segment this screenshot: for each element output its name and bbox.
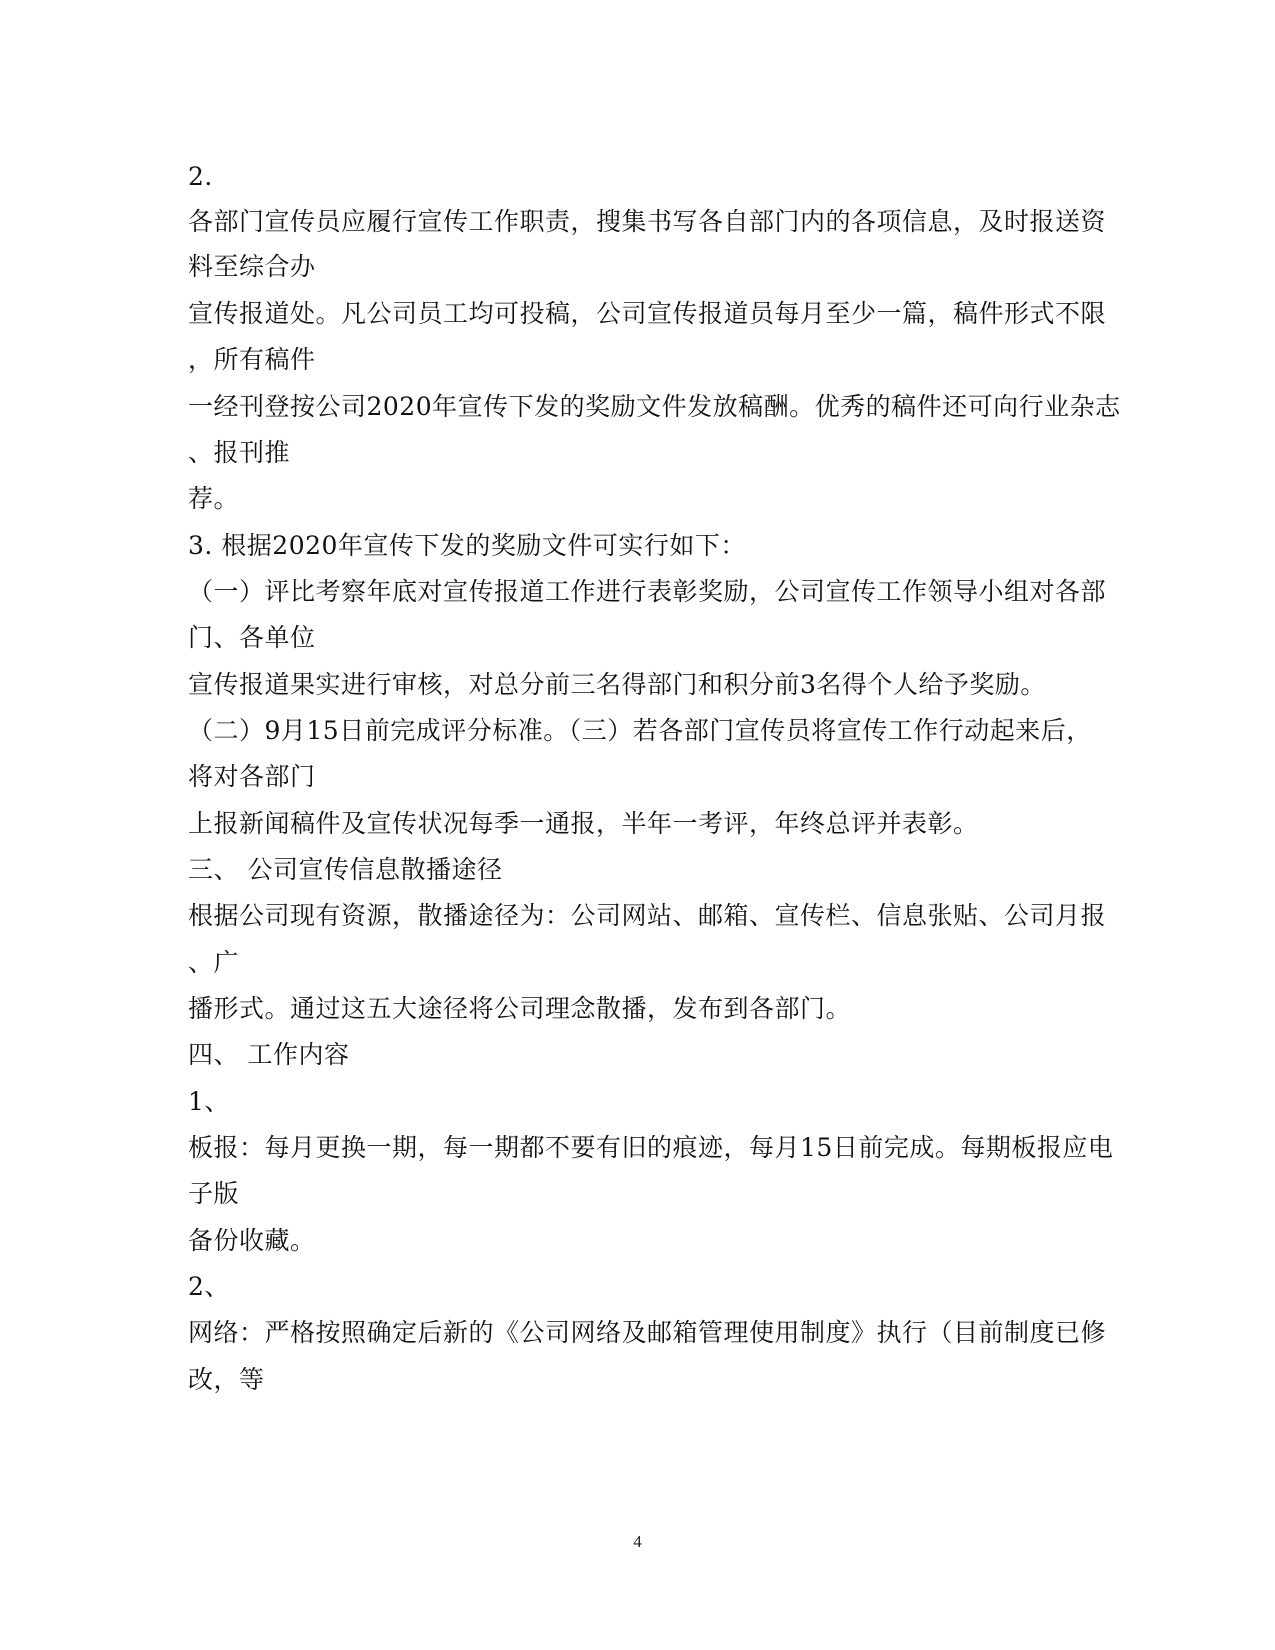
text-line: 根据公司现有资源，散播途径为：公司网站、邮箱、宣传栏、信息张贴、公司月报 xyxy=(188,901,1107,930)
text-line: 将对各部门 xyxy=(188,762,316,791)
text-line: ，所有稿件 xyxy=(188,345,316,374)
text-line: 门、各单位 xyxy=(188,623,316,652)
text-line: （二）9月15日前完成评分标准。（三）若各部门宣传员将宣传工作行动起来后， xyxy=(188,716,1092,745)
text-line: 荐。 xyxy=(188,484,240,513)
text-line: 一经刊登按公司2020年宣传下发的奖励文件发放稿酬。优秀的稿件还可向行业杂志 xyxy=(188,392,1121,421)
page-number: 4 xyxy=(633,1532,642,1551)
section-heading: 三、 公司宣传信息散播途径 xyxy=(188,855,503,884)
text-line: （一）评比考察年底对宣传报道工作进行表彰奖励，公司宣传工作领导小组对各部 xyxy=(188,577,1107,606)
section-heading: 四、 工作内容 xyxy=(188,1040,350,1069)
text-line: 子版 xyxy=(188,1179,240,1208)
text-line: 、广 xyxy=(188,948,240,977)
text-line: 各部门宣传员应履行宣传工作职责，搜集书写各自部门内的各项信息，及时报送资 xyxy=(188,207,1107,236)
text-line: 上报新闻稿件及宣传状况每季一通报，半年一考评，年终总评并表彰。 xyxy=(188,809,979,838)
text-line: 1、 xyxy=(188,1087,230,1116)
text-line: 宣传报道果实进行审核，对总分前三名得部门和积分前3名得个人给予奖励。 xyxy=(188,670,1046,699)
text-line: 播形式。通过这五大途径将公司理念散播，发布到各部门。 xyxy=(188,994,852,1023)
text-line: 3. 根据2020年宣传下发的奖励文件可实行如下： xyxy=(188,531,746,560)
text-line: 宣传报道处。凡公司员工均可投稿，公司宣传报道员每月至少一篇，稿件形式不限 xyxy=(188,299,1107,328)
text-line: 2、 xyxy=(188,1272,230,1301)
text-line: 备份收藏。 xyxy=(188,1226,316,1255)
text-line: 板报：每月更换一期，每一期都不要有旧的痕迹，每月15日前完成。每期板报应电 xyxy=(188,1133,1114,1162)
text-line: 料至综合办 xyxy=(188,252,316,281)
text-line: 改，等 xyxy=(188,1365,265,1394)
text-line: 网络：严格按照确定后新的《公司网络及邮箱管理使用制度》执行（目前制度已修 xyxy=(188,1318,1107,1347)
text-line: 2. xyxy=(188,162,213,191)
text-line: 、报刊推 xyxy=(188,438,291,467)
